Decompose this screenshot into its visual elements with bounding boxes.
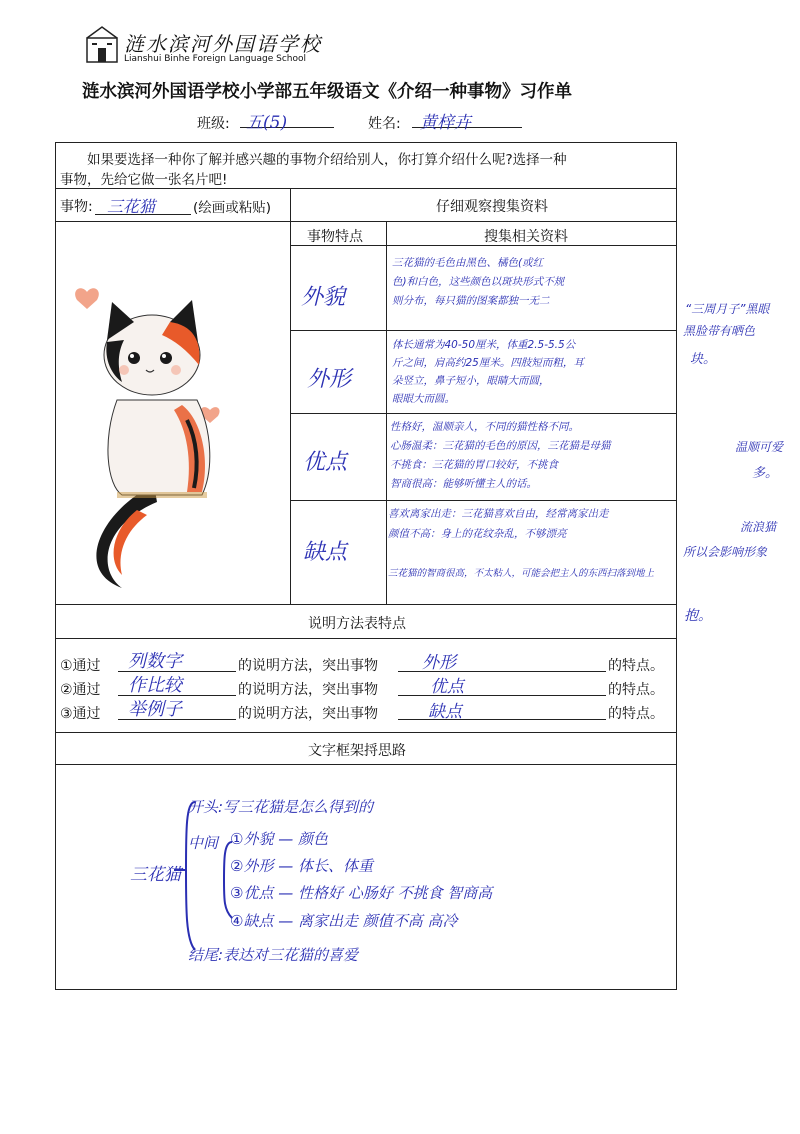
outline-header: 文字框架捋思路 <box>308 743 406 759</box>
margin-note: 温顺可爱 <box>735 440 784 454</box>
note-line: 三花猫的毛色由黑色、橘色(或红 <box>392 257 544 269</box>
school-name-en: Lianshui Binhe Foreign Language School <box>124 54 307 64</box>
note-line: 性格好，温顺亲人，不同的猫性格不同。 <box>390 421 579 433</box>
note-line: 体长通常为40-50厘米，体重2.5-5.5公 <box>392 339 576 351</box>
rule-after-methods <box>55 732 677 733</box>
rule-outline-head <box>55 764 677 765</box>
thing-field <box>95 194 191 215</box>
margin-note: 流浪猫 <box>740 520 777 534</box>
note-line: 色)和白色，这些颜色以斑块形式不规 <box>392 276 565 288</box>
method-value: 列数字 <box>128 651 182 672</box>
method-num: ①通过 <box>60 658 101 674</box>
outline-item: ②外形 — 体长、体重 <box>230 857 373 875</box>
margin-note: 多。 <box>752 466 779 481</box>
outline-middle-label: 中间 <box>188 834 219 852</box>
note-line: 不挑食：三花猫的胃口较好，不挑食 <box>390 459 558 471</box>
thing-value: 三花猫 <box>107 197 156 216</box>
rule-methods-head <box>55 638 677 639</box>
method-num: ③通过 <box>60 706 101 722</box>
feature-value: 缺点 <box>428 702 462 722</box>
cat-illustration <box>62 270 262 600</box>
rule-after-prompt <box>55 188 677 189</box>
method-mid: 的说明方法，突出事物 <box>238 706 378 722</box>
method-end: 的特点。 <box>608 658 664 674</box>
method-end: 的特点。 <box>608 682 664 698</box>
method-value: 作比较 <box>128 675 182 696</box>
note-line <box>388 544 688 564</box>
note-line: 三花猫的智商很高，不太粘人，可能会把主人的东西扫落到地上 <box>388 568 655 579</box>
method-row-3 <box>60 699 680 721</box>
research-header: 仔细观察搜集资料 <box>436 199 548 215</box>
rule-after-appearance <box>290 330 677 331</box>
feature-label-shape: 外形 <box>307 367 352 392</box>
outline-item: ①外貌 — 颜色 <box>230 830 328 848</box>
outline-item: ④缺点 — 离家出走 颜值不高 高冷 <box>230 912 458 930</box>
feature-label-appearance: 外貌 <box>301 285 346 310</box>
margin-note: 所以会影响形象 <box>683 545 768 559</box>
school-logo-icon <box>84 24 120 64</box>
pros-notes <box>390 418 680 494</box>
appearance-notes <box>392 254 682 311</box>
name-label: 姓名: <box>368 116 401 132</box>
rule-after-shape <box>290 413 677 414</box>
margin-note: 黑脸带有晒色 <box>683 324 756 338</box>
method-end: 的特点。 <box>608 706 664 722</box>
thing-hint: (绘画或粘贴) <box>193 200 272 216</box>
methods-header: 说明方法表特点 <box>308 616 406 632</box>
name-value: 黄梓卉 <box>420 113 471 133</box>
note-line: 斤之间，肩高约25厘米。四肢短而粗，耳 <box>392 357 584 369</box>
method-row-2 <box>60 675 680 697</box>
method-mid: 的说明方法，突出事物 <box>238 658 378 674</box>
worksheet-title: 涟水滨河外国语学校小学部五年级语文《介绍一种事物》习作单 <box>82 82 572 102</box>
note-line: 朵竖立，鼻子短小，眼睛大而圆， <box>392 375 550 387</box>
outline-ending: 结尾:表达对三花猫的喜爱 <box>188 946 359 964</box>
note-line: 喜欢离家出走：三花猫喜欢自由，经常离家出走 <box>388 508 609 520</box>
note-line: 心肠温柔：三花猫的毛色的原因，三花猫是母猫 <box>390 440 611 452</box>
rule-after-cons <box>55 604 677 605</box>
prompt-line-2: 事物，先给它做一张名片吧! <box>60 172 228 188</box>
divider-left-right <box>290 188 291 604</box>
feature-value: 优点 <box>430 677 464 697</box>
method-num: ②通过 <box>60 682 101 698</box>
thing-label: 事物: <box>60 199 93 215</box>
feature-label-cons: 缺点 <box>303 540 348 565</box>
class-value: 五(5) <box>246 113 288 133</box>
note-line: 颜值不高：身上的花纹杂乱，不够漂亮 <box>388 528 567 540</box>
class-field <box>240 108 334 133</box>
col-feature-header: 事物特点 <box>307 229 363 245</box>
class-label: 班级: <box>197 116 230 132</box>
note-line: 智商很高：能够听懂主人的话。 <box>390 478 537 490</box>
feature-value: 外形 <box>422 653 456 673</box>
shape-notes <box>392 336 682 408</box>
feature-label-pros: 优点 <box>303 450 348 475</box>
margin-note: 抱。 <box>684 608 712 624</box>
prompt-line-1: 如果要选择一种你了解并感兴趣的事物介绍给别人，你打算介绍什么呢?选择一种 <box>87 152 567 168</box>
divider-feature-info <box>386 221 387 604</box>
school-name-cn: 涟水滨河外国语学校 <box>124 32 322 56</box>
col-info-header: 搜集相关资料 <box>484 229 568 245</box>
margin-note: “三周月子”黑眼 <box>685 302 770 316</box>
cons-notes <box>388 504 688 584</box>
name-field <box>412 108 522 133</box>
rule-after-thing <box>55 221 677 222</box>
note-line: 眼眼大而圆。 <box>392 393 455 405</box>
outline-opening: 开头:写三花猫是怎么得到的 <box>188 798 374 816</box>
method-mid: 的说明方法，突出事物 <box>238 682 378 698</box>
margin-note: 块。 <box>690 352 717 367</box>
note-line: 则分布，每只猫的图案都独一无二 <box>392 295 550 307</box>
method-row-1 <box>60 651 680 673</box>
school-logo <box>84 24 120 64</box>
outline-item: ③优点 — 性格好 心肠好 不挑食 智商高 <box>230 884 493 902</box>
rule-after-pros <box>290 500 677 501</box>
heart-icon <box>75 288 99 309</box>
outline-root: 三花猫 <box>130 865 181 885</box>
method-value: 举例子 <box>128 699 182 720</box>
